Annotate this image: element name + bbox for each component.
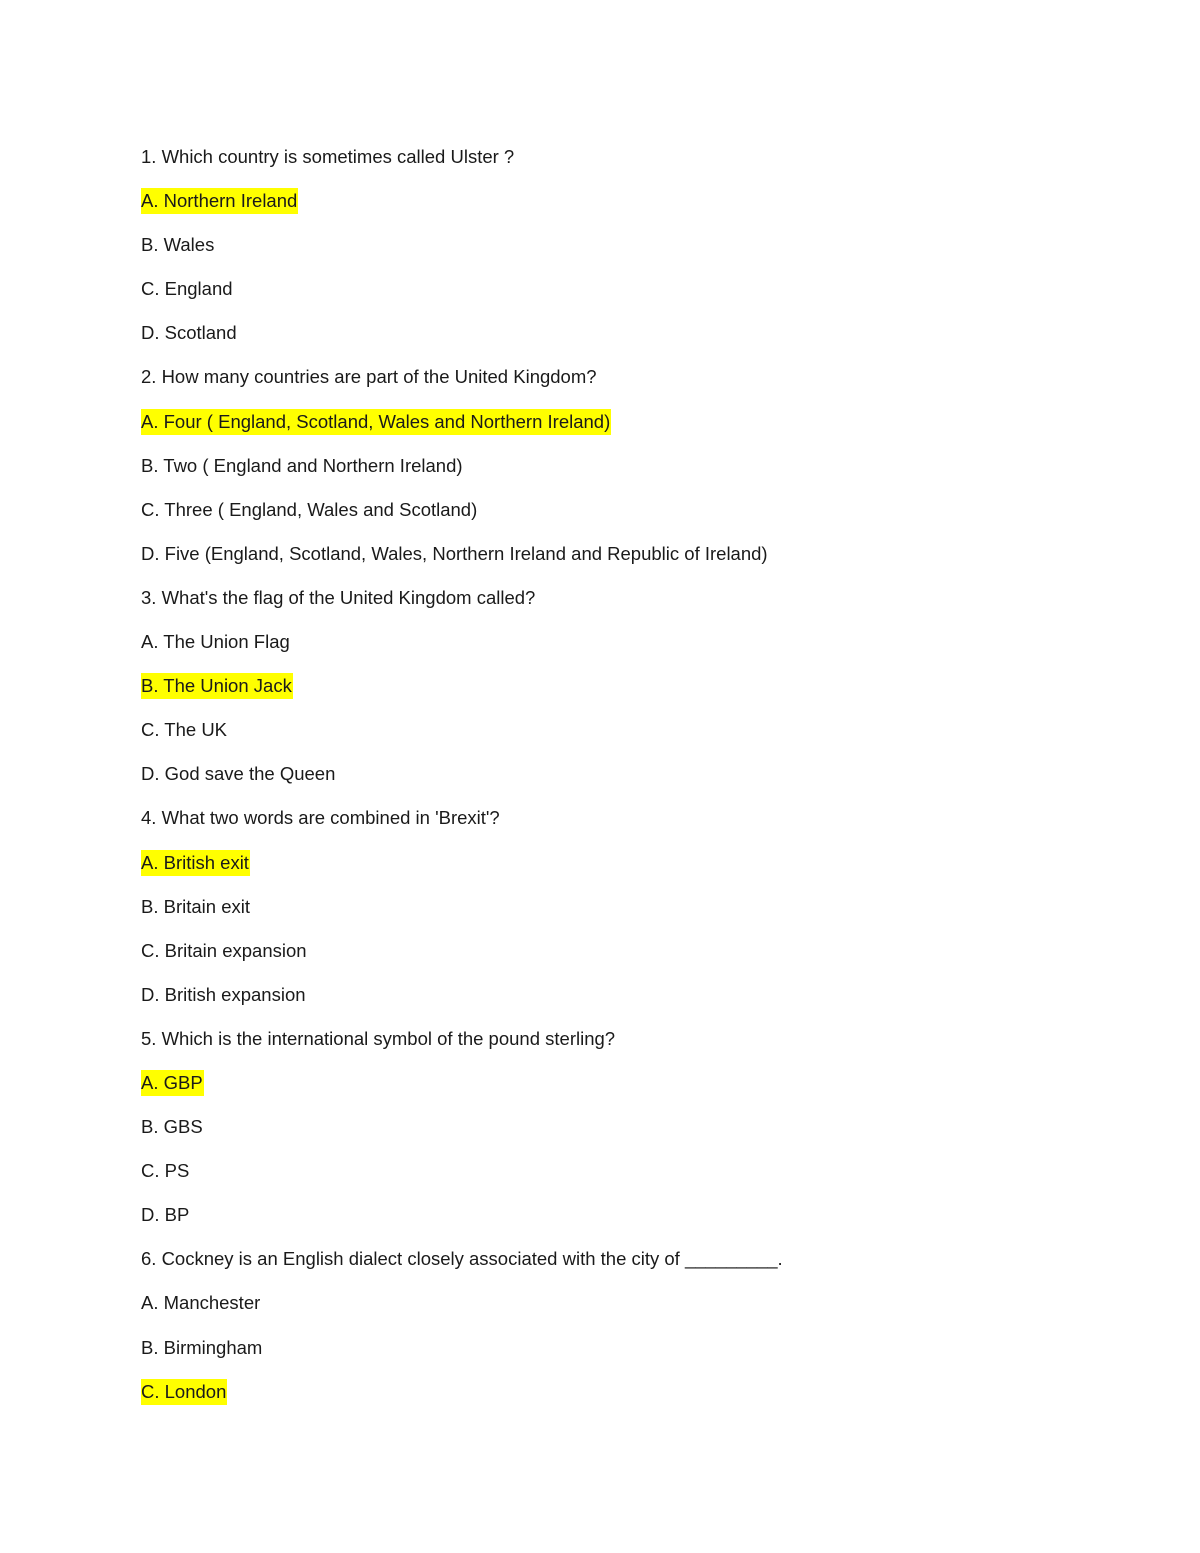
option-line <box>141 541 1141 585</box>
option-text: D. Scotland <box>141 322 237 344</box>
option-line <box>141 1379 1141 1423</box>
question-text: 1. Which country is sometimes called Ulster ? <box>141 146 515 167</box>
option-line <box>141 850 1141 894</box>
question-line <box>141 1246 1141 1290</box>
option-line <box>141 1335 1141 1379</box>
option-line <box>141 453 1141 497</box>
option-line <box>141 761 1141 805</box>
highlighted-answer-text: A. Four ( England, Scotland, Wales and Northern Ireland) <box>141 409 611 435</box>
option-line <box>141 497 1141 541</box>
highlighted-answer-text: A. British exit <box>141 850 250 876</box>
option-text: C. The UK <box>141 719 228 741</box>
option-line <box>141 673 1141 717</box>
option-text: A. Manchester <box>141 1292 261 1314</box>
option-line <box>141 629 1141 673</box>
option-text: A. The Union Flag <box>141 631 290 653</box>
option-text: B. Two ( England and Northern Ireland) <box>141 454 463 476</box>
option-text: B. GBS <box>141 1116 203 1138</box>
question-text: 6. Cockney is an English dialect closely associated with the city of _________. <box>141 1248 783 1270</box>
question-text: 2. How many countries are part of the United Kingdom? <box>141 366 597 388</box>
option-line <box>141 188 1141 232</box>
option-line <box>141 1290 1141 1334</box>
option-text: C. Britain expansion <box>141 939 307 961</box>
question-text: 5. Which is the international symbol of the pound sterling? <box>141 1027 616 1049</box>
option-text: B. Birmingham <box>141 1336 263 1358</box>
highlighted-answer-text: B. The Union Jack <box>141 673 293 699</box>
option-text: C. Three ( England, Wales and Scotland) <box>141 498 478 520</box>
option-text: D. God save the Queen <box>141 763 336 785</box>
option-line <box>141 1202 1141 1246</box>
highlighted-answer-text: A. Northern Ireland <box>141 188 298 214</box>
option-text: D. BP <box>141 1204 190 1226</box>
quiz-content <box>141 144 1141 1423</box>
question-line <box>141 585 1141 629</box>
option-line <box>141 276 1141 320</box>
question-line <box>141 364 1141 408</box>
question-line <box>141 144 1141 188</box>
question-text: 3. What's the flag of the United Kingdom called? <box>141 586 536 608</box>
question-line <box>141 1026 1141 1070</box>
option-line <box>141 938 1141 982</box>
highlighted-answer-text: C. London <box>141 1379 227 1405</box>
option-line <box>141 894 1141 938</box>
option-line <box>141 717 1141 761</box>
highlighted-answer-text: A. GBP <box>141 1070 204 1096</box>
option-line <box>141 1070 1141 1114</box>
option-line <box>141 232 1141 276</box>
option-text: D. British expansion <box>141 983 306 1005</box>
option-text: C. England <box>141 278 233 300</box>
option-line <box>141 1114 1141 1158</box>
option-text: B. Wales <box>141 234 215 256</box>
option-line <box>141 1158 1141 1202</box>
option-line <box>141 982 1141 1026</box>
option-text: C. PS <box>141 1160 190 1182</box>
question-text: 4. What two words are combined in 'Brexit'? <box>141 807 500 829</box>
option-line <box>141 409 1141 453</box>
option-text: B. Britain exit <box>141 895 250 917</box>
option-text: D. Five (England, Scotland, Wales, Northern Ireland and Republic of Ireland) <box>141 542 768 564</box>
question-line <box>141 805 1141 849</box>
option-line <box>141 320 1141 364</box>
